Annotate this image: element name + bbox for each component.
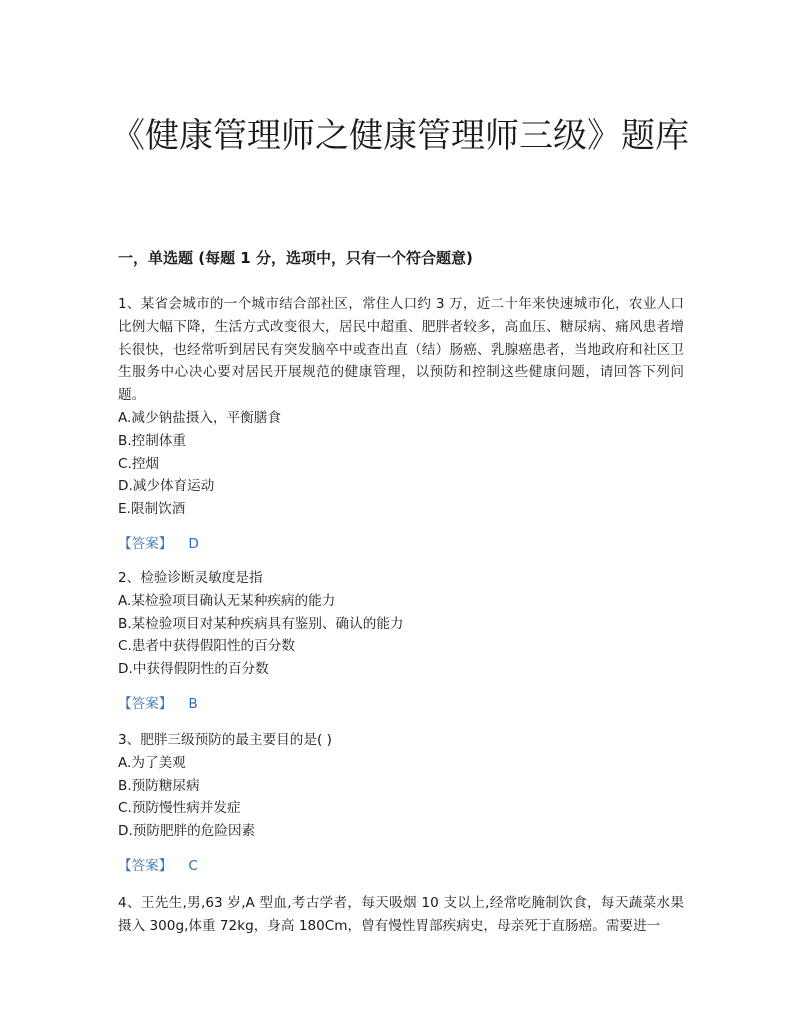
- option-c: C.预防慢性病并发症: [118, 800, 241, 817]
- option-a: A.某检验项目确认无某种疾病的能力: [118, 592, 336, 609]
- section-heading: 一，单选题 (每题 1 分，选项中，只有一个符合题意): [118, 249, 473, 267]
- question-text: 3、肥胖三级预防的最主要目的是( ): [118, 732, 332, 748]
- answer-value: D: [188, 535, 199, 552]
- option-d: D.中获得假阴性的百分数: [118, 661, 269, 678]
- question-text: 2、检验诊断灵敏度是指: [118, 570, 263, 586]
- option-d: D.预防肥胖的危险因素: [118, 823, 256, 840]
- answer-value: C: [188, 857, 198, 874]
- option-a: A.为了美观: [118, 754, 186, 771]
- answer-value: B: [188, 695, 198, 712]
- option-b: B.预防糖尿病: [118, 777, 200, 794]
- question-3: [118, 729, 684, 878]
- option-a: A.减少钠盐摄入，平衡膳食: [118, 409, 281, 426]
- option-c: C.控烟: [118, 455, 160, 472]
- question-2: [118, 567, 684, 716]
- option-b: B.某检验项目对某种疾病具有鉴别、确认的能力: [118, 615, 404, 632]
- option-d: D.减少体育运动: [118, 478, 215, 495]
- option-c: C.患者中获得假阳性的百分数: [118, 638, 295, 655]
- answer-line: [118, 693, 684, 716]
- question-4: [118, 892, 684, 938]
- answer-label: 【答案】: [118, 535, 173, 552]
- option-b: B.控制体重: [118, 432, 187, 449]
- question-text: 4、王先生,男,63 岁,A 型血,考古学者，每天吸烟 10 支以上,经常吃腌制饮食，每天蔬菜水果摄入 300g,体重 72kg，身高 180Cm，曾有慢性胃部疾病史，母亲死于直肠癌。需要进一: [118, 895, 684, 934]
- answer-label: 【答案】: [118, 857, 173, 874]
- answer-line: [118, 533, 684, 556]
- question-1: [118, 293, 684, 556]
- option-e: E.限制饮酒: [118, 501, 186, 518]
- answer-line: [118, 855, 684, 878]
- answer-label: 【答案】: [118, 695, 173, 712]
- question-text: 1、某省会城市的一个城市结合部社区，常住人口约 3 万，近二十年来快速城市化，农业人口比例大幅下降，生活方式改变很大，居民中超重、肥胖者较多，高血压、糖尿病、痛风患者增长很快，也经常听到居民有突发脑卒中或查出直（结）肠癌、乳腺癌患者，当地政府和社区卫生服务中心决心要对居民开展规范的健康管理，以预防和控制这些健康问题，请回答下列问题。: [118, 296, 684, 404]
- document-title: 《健康管理师之健康管理师三级》题库: [111, 116, 689, 156]
